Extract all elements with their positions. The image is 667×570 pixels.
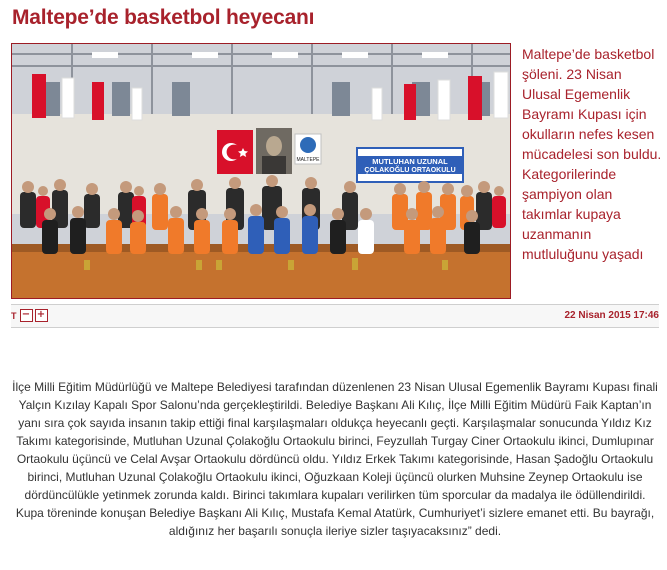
- increase-font-button[interactable]: +: [35, 309, 48, 322]
- article-body: İlçe Milli Eğitim Müdürlüğü ve Maltepe Belediyesi tarafından düzenlenen 23 Nisan Ulusal Egemenlik Bayramı Kupası finali Yalçın Kızılay Kapalı Spor Salonu’nda gerçekleştirildi. Belediye Başkanı Ali Kılıç, İlçe Milli Eğitim Müdürü Faik Kaptan’ın yanı sıra çok sayıda insanın takip ettiği final karşılaşmaları oldukça heyecanlı geçti. Karşılaşmalar sonucunda Yıldız Kız Takımı kategorisinde, Mutluhan Uzunal Çolakoğlu Ortaokulu birinci, Feyzullah Turgay Ciner Ortaokulu ikinci, Dumlupınar Ortaokulu üçüncü ve Celal Avşar Ortaokulu dördüncü oldu. Yıldız Erkek Takımı kategorisinde, Hasan Şadoğlu Ortaokulu birinci, Mutluhan Uzunal Çolakoğlu Ortaokulu ikinci, Oğuzkaan Koleji üçüncü olurken Muhsine Zeynep Ortaokulu ise dördüncülükle yetinmek zorunda kaldı. Birinci takımlara kupaları verilirken tüm sporcular da madalya ile ödüllendirildi. Kupa töreninde konuşan Belediye Başkanı Ali Kılıç, Mustafa Kemal Atatürk, Cumhuriyet’i sizlere emanet etti. Bu bayrağı, aldığınız her başarılı sonuçla ileriye sizler taşıyacaksınız” dedi.: [12, 380, 658, 538]
- article-summary: Maltepe’de basketbol şöleni. 23 Nisan Ulusal Egemenlik Bayramı Kupası için okulların nefes kesen mücadelesi son buldu. Kategorilerinde şampiyon olan takımlar kupaya uzanmanın mutluluğunu yaşadı: [522, 46, 662, 262]
- font-size-icon: T: [11, 310, 17, 321]
- banner-line-1: MUTLUHAN UZUNAL: [372, 157, 448, 166]
- article-date: 22 Nisan 2015 17:46: [564, 310, 659, 321]
- article-title: Maltepe’de basketbol heyecanı: [12, 6, 315, 29]
- font-size-tools: [11, 309, 48, 322]
- team-photo-illustration: [12, 44, 510, 298]
- decrease-font-button[interactable]: −: [20, 309, 33, 322]
- banner-line-2: ÇOLAKOĞLU ORTAOKULU: [364, 167, 456, 174]
- article-photo[interactable]: [11, 43, 511, 299]
- article-meta-bar: [11, 304, 659, 328]
- logo-text: MALTEPE: [296, 157, 320, 163]
